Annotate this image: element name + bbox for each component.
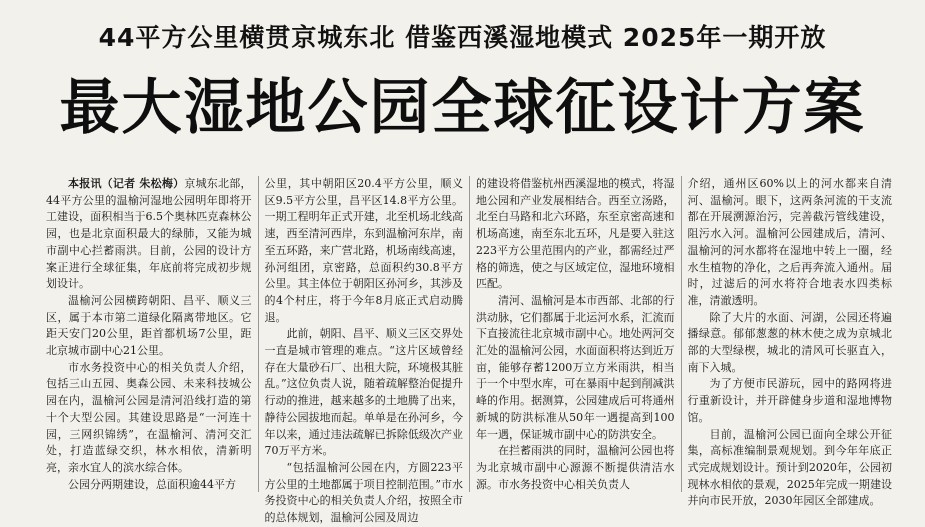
article-body [46,176,892,525]
main-headline: 最大湿地公园全球征设计方案 [59,73,866,143]
article-column-2 [258,176,470,525]
article-paragraph: 介绍，通州区60%以上的河水都来自清河、温榆河。眼下，这两条河流的干支流都在开展溯源治污，完善截污管线建设，阻污水入河。温榆河公园建成后，清河、温榆河的河水都将在湿地中转上一圈，经水生植物的净化，之后再奔流入通州。届时，过滤后的河水将符合地表水四类标准，清澈透明。 [687,177,892,307]
article-column-3 [469,176,681,492]
article-paragraph: 的建设将借鉴杭州西溪湿地的模式，将湿地公园和产业发展相结合。西至立汤路，北至白马路和北六环路，东至京密高速和机场高速，南至东北五环，凡是要入驻这223平方公里范围内的产业，都需经过严格的筛选，使之与区域定位，湿地环境相匹配。 [476,177,675,291]
article-paragraph: 为了方便市民游玩，园中的路网将进行重新设计，并开辟健身步道和湿地博物馆。 [687,377,892,424]
article-column-1 [46,176,258,492]
article-paragraph: 目前，温榆河公园已面向全球公开征集，高标准编制景观规划。到今年年底正式完成规划设计。预计到2020年，公园初现林水相依的景观，2025年完成一期建设并向市民开放，2030年园区全部建成。 [687,427,892,508]
article-paragraph: 市水务投资中心的相关负责人介绍，包括三山五园、奥森公园、未来科技城公园在内，温榆河公园是清河沿线打造的第十个大型公园。其建设思路是“一河连十园，三网织锦绣”，在温榆河、清河交汇处，打造蓝绿交织，林水相依，清新明亮，亲水宜人的滨水综合体。 [46,360,252,474]
article-paragraph: 此前，朝阳、昌平、顺义三区交界处一直是城市管理的难点。“这片区域曾经存在大量砂石厂、出租大院，环境极其脏乱。”这位负责人说，随着疏解整治促提升行动的推进，越来越多的土地腾了出来，静待公园拔地而起。单单是在孙河乡，今年以来，通过违法疏解已拆除低级次产业70万平方米。 [264,327,463,458]
article-paragraph: 清河、温榆河是本市西部、北部的行洪动脉，它们都属于北运河水系，汇流而下直接流往北京城市副中心。地处两河交汇处的温榆河公园，水面面积将达到近万亩，能够存蓄1200万立方米雨洪，相当于一个中型水库，可在暴雨中起到削减洪峰的作用。据测算，公园建成后可将通州新城的防洪标准从50年一遇提高到100年一遇，保证城市副中心的防洪安全。 [476,293,675,441]
article-column-4 [681,176,893,508]
byline: 本报讯（记者 朱松梅） [68,177,185,190]
article-paragraph: 温榆河公园横跨朝阳、昌平、顺义三区，属于本市第二道绿化隔离带地区。它距天安门20公里，距首都机场7公里，距北京城市副中心21公里。 [46,293,252,358]
article-paragraph: “包括温榆河公园在内，方圆223平方公里的土地都属于项目控制范围。”市水务投资中心的相关负责人介绍，按照全市的总体规划，温榆河公园及周边 [264,460,463,525]
article-paragraph: 公园分两期建设，总面积逾44平方 [68,477,236,491]
article-paragraph: 除了大片的水面、河湖，公园还将遍播绿意。郁郁葱葱的林木使之成为京城北部的大型绿楔，城北的清风可长驱直入，南下入城。 [687,310,892,374]
article-paragraph: 在拦蓄雨洪的同时，温榆河公园也将为北京城市副中心源源不断提供清洁水源。市水务投资中心相关负责人 [476,444,675,491]
article-paragraph: 本报讯（记者 朱松梅）京城东北部，44平方公里的温榆河湿地公园明年即将开工建设，面积相当于6.5个奥林匹克森林公园，也是北京面积最大的绿肺，又能为城市副中心拦蓄雨洪。目前，公园的设计方案正进行全球征集，年底前将完成初步规划设计。 [46,177,252,291]
kicker-subheadline: 44平方公里横贯京城东北 借鉴西溪湿地模式 2025年一期开放 [98,23,827,52]
article-paragraph: 公里，其中朝阳区20.4平方公里，顺义区9.5平方公里，昌平区14.8平方公里。一期工程明年正式开建，北至机场北线高速，西至清河西岸，东到温榆河东岸，南至五环路，来广营北路，机场南线高速，孙河组团，京密路，总面积约30.8平方公里。其主体位于朝阳区孙河乡，其涉及的4个村庄，将于今年8月底正式启动腾退。 [264,177,463,324]
